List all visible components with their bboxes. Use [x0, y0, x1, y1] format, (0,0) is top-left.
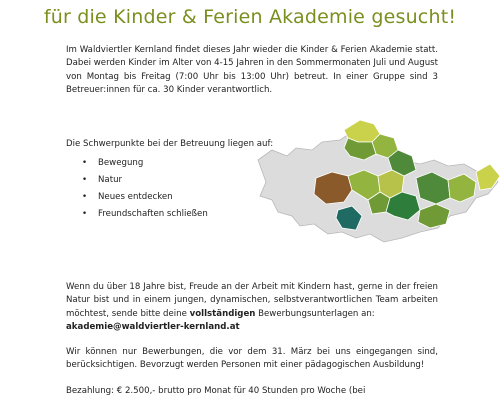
map-region-13 [476, 164, 500, 190]
deadline-paragraph: Wir können nur Bewerbungen, die vor dem 31. März bei uns eingegangen sind, berücksichtigen. Bevorzugt werden Personen mit einer pädagogischen Ausbildung! [66, 347, 438, 371]
intro-paragraph: Im Waldviertler Kernland findet dieses Jahr wieder die Kinder & Ferien Akademie statt. Dabei werden Kinder im Alter von 4-15 Jahren in den Sommermonaten Juli und August von Montag bis Freitag (7:00 Uhr bis 13:00 Uhr) betreut. In einer Gruppe sind 3 Betreuer:innen für ca. 30 Kinder verantwortlich. [66, 45, 438, 95]
list-item: • Natur [82, 172, 208, 189]
contact-email: akademie@waldviertler-kernland.at [66, 321, 240, 332]
application-bold-word: vollständigen [189, 308, 256, 319]
list-item: • Freundschaften schließen [82, 206, 208, 223]
list-item: • Neues entdecken [82, 189, 208, 206]
application-text: Wenn du über 18 Jahre bist, Freude an der Arbeit mit Kindern hast, gerne in der freien Natur bist und in einem jungen, dynamischen, selbstverantwortlichen Team arbeiten möchtest, sende bitte deine [66, 282, 438, 319]
application-paragraph [66, 281, 438, 334]
map-region-5 [314, 172, 352, 204]
payment-paragraph: Bezahlung: € 2.500,- brutto pro Monat für 40 Stunden pro Woche (bei [66, 386, 366, 396]
region-map [252, 120, 500, 245]
page-title: für die Kinder & Ferien Akademie gesucht! [43, 6, 457, 28]
list-item: • Bewegung [82, 155, 208, 172]
region-map-graphic [252, 120, 500, 245]
focus-list [82, 155, 208, 223]
focus-intro: Die Schwerpunkte bei der Betreuung liegen auf: [66, 139, 274, 149]
application-text-end: Bewerbungsunterlagen an: [255, 308, 375, 319]
